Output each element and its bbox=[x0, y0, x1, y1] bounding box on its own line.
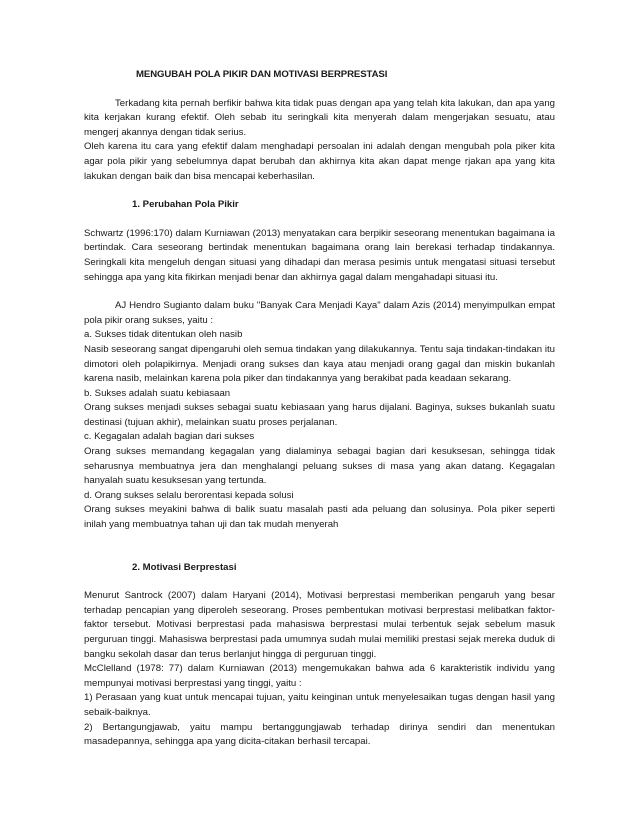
section1-paragraph-1: Schwartz (1996:170) dalam Kurniawan (2013) menyatakan cara berpikir seseorang menentukan bagaimana ia bertindak. Cara seseorang bertindak menentukan bagaimana orang lain berekasi terhadap tindakannya. Seringkali kita mengeluh dengan situasi yang dihadapi dan merasa pesimis untuk mengatasi situasi tersebut sehingga apa yang kita fikirkan menjadi benar dan akhirnya gagal dalam mengahadapi situasi itu. bbox=[84, 227, 555, 283]
section1-paragraph-2: AJ Hendro Sugianto dalam buku "Banyak Cara Menjadi Kaya" dalam Azis (2014) menyimpulkan empat pola pikir orang sukses, yaitu : bbox=[84, 300, 555, 326]
intro-paragraph-2: Oleh karena itu cara yang efektif dalam menghadapi persoalan ini adalah dengan mengubah pola piker kita agar pola pikir yang sebelumnya dapat berubah dan akhirnya kita akan dapat menge rjakan apa yang kita lakukan dengan baik dan bisa mencapai keberhasilan. bbox=[84, 141, 555, 182]
list-item-label-c: c. Kegagalan adalah bagian dari sukses bbox=[84, 431, 255, 443]
characteristic-item-1: 1) Perasaan yang kuat untuk mencapai tujuan, yaitu keinginan untuk menyelesaikan tugas dengan hasil yang sebaik-baiknya. bbox=[84, 692, 555, 718]
characteristic-item-2: 2) Bertangungjawab, yaitu mampu bertanggungjawab terhadap dirinya sendiri dan menentukan masadepannya, sehingga apa yang dicita-citakan berhasil tercapai. bbox=[84, 721, 555, 748]
section2-paragraph-2: McClelland (1978: 77) dalam Kurniawan (2013) mengemukakan bahwa ada 6 karakteristik individu yang mempunyai motivasi berprestasi yang tinggi, yaitu : bbox=[84, 663, 555, 689]
list-item-label-d: d. Orang sukses selalu berorentasi kepada solusi bbox=[84, 489, 294, 501]
list-item-text-d: Orang sukses meyakini bahwa di balik suatu masalah pasti ada peluang dan solusinya. Pola piker seperti inilah yang membuatnya tahan uji dan tak mudah menyerah bbox=[84, 504, 555, 531]
section-heading-perubahan-pola-pikir: 1. Perubahan Pola Pikir bbox=[132, 199, 239, 211]
section-heading-motivasi-berprestasi: 2. Motivasi Berprestasi bbox=[132, 561, 237, 573]
intro-paragraph-1: Terkadang kita pernah berfikir bahwa kita tidak puas dengan apa yang telah kita lakukan, dan apa yang kita kerjakan kurang efektif. Oleh sebab itu seringkali kita menyerah dalam mengerjakan sesuatu, atau mengerj akannya dengan tidak serius. bbox=[84, 97, 555, 138]
document-page bbox=[84, 68, 555, 750]
list-item-label-b: b. Sukses adalah suatu kebiasaan bbox=[84, 387, 231, 399]
list-item-text-b: Orang sukses menjadi sukses sebagai suatu kebiasaan yang harus dijalani. Baginya, sukses bukanlah suatu destinasi (tujuan akhir), melainkan suatu proses perjalanan. bbox=[84, 402, 555, 428]
section2-paragraph-1: Menurut Santrock (2007) dalam Haryani (2014), Motivasi berprestasi memberikan pengaruh yang besar terhadap pencapian yang diperoleh seseorang. Proses pembentukan motivasi berprestasi melibatkan faktor-faktor tersebut. Motivasi berprestasi pada mahasiswa berprestasi mulai terbentuk sejak sebelum masuk perguruan tinggi. Mahasiswa berprestasi pada umumnya sudah mulai memiliki prestasi sejak mereka duduk di bangku sekolah dasar dan terus berlanjut hingga di perguruan tinggi. bbox=[84, 590, 555, 660]
list-item-label-a: a. Sukses tidak ditentukan oleh nasib bbox=[84, 329, 243, 341]
list-item-text-a: Nasib seseorang sangat dipengaruhi oleh semua tindakan yang dilakukannya. Tentu saja tindakan-tindakan itu dimotori oleh polapikirnya. Menjadi orang sukses dan kaya atau menjadi orang gagal dan miskin bukanlah karena nasib, melainkan karena pola piker dan tindakannya yang berakibat pada keadaan sekarang. bbox=[84, 343, 555, 385]
list-item-text-c: Orang sukses memandang kegagalan yang dialaminya sebagai bagian dari kesuksesan, sehingga tidak seharusnya membuatnya jera dan menghalangi peluang sukses di masa yang akan datang. Kegagalan hanyalah suatu kesuksesan yang tertunda. bbox=[84, 446, 555, 487]
document-title: MENGUBAH POLA PIKIR DAN MOTIVASI BERPRESTASI bbox=[136, 69, 388, 80]
